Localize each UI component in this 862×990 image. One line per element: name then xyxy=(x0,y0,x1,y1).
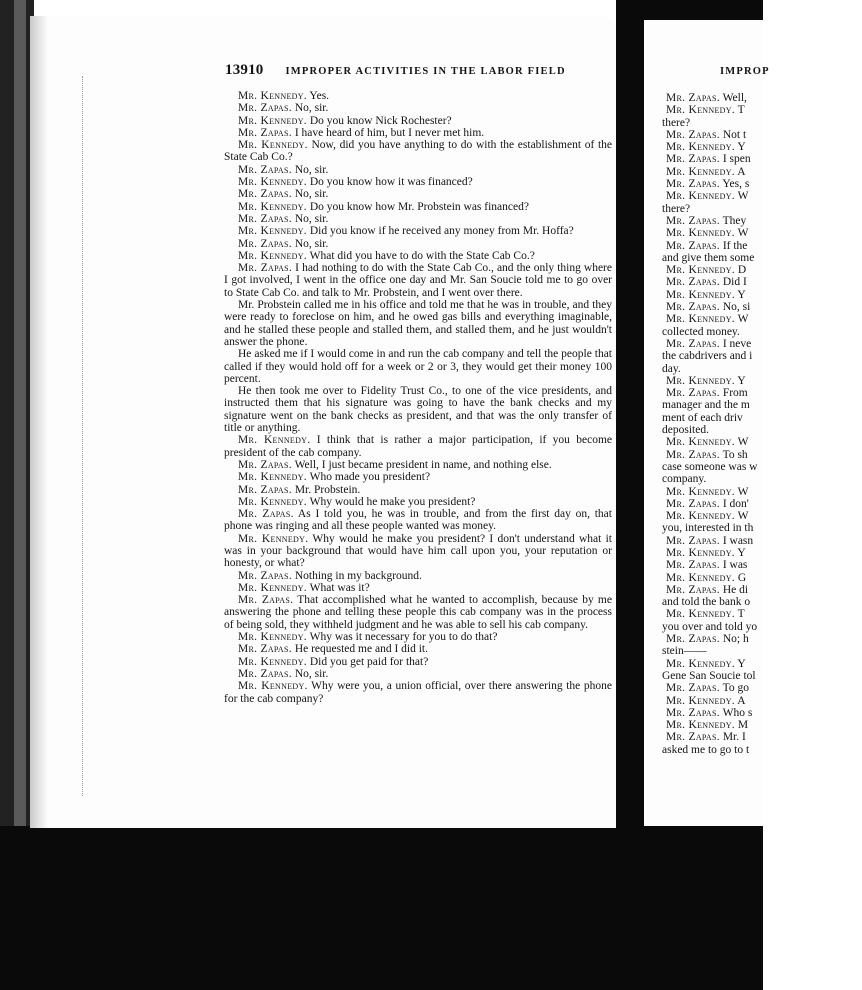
speech-text: Y xyxy=(734,657,746,670)
speech-text: ment of each driv xyxy=(662,411,743,424)
speaker-name: Mr. Kennedy. xyxy=(666,485,735,498)
speaker-name: Mr. Kennedy. xyxy=(238,434,311,447)
speech-text: Yes. xyxy=(306,90,330,102)
transcript-paragraph xyxy=(224,127,612,139)
speaker-name: Mr. Kennedy. xyxy=(238,581,307,594)
speaker-name: Mr. Kennedy. xyxy=(238,471,307,484)
speaker-name: Mr. Kennedy. xyxy=(238,225,307,238)
speaker-name: Mr. Zapas. xyxy=(666,178,720,191)
speaker-name: Mr. Kennedy. xyxy=(238,139,308,152)
speech-text: W xyxy=(734,510,749,523)
speech-text: Did you know if he received any money from Mr. Hoffa? xyxy=(306,225,574,238)
speech-text: No, sir. xyxy=(291,163,329,176)
speech-text: deposited. xyxy=(662,424,709,437)
speech-text: He requested me and I did it. xyxy=(291,643,428,656)
transcript-column xyxy=(224,90,612,705)
transcript-paragraph xyxy=(662,276,862,288)
transcript-paragraph xyxy=(662,584,862,596)
speech-text: To go xyxy=(719,682,749,695)
speaker-name: Mr. Kennedy. xyxy=(238,176,307,189)
transcript-paragraph xyxy=(662,670,862,682)
speaker-name: Mr. Zapas. xyxy=(666,387,720,400)
speech-text: I spen xyxy=(719,153,751,166)
speaker-name: Mr. Kennedy. xyxy=(666,264,735,277)
transcript-paragraph xyxy=(224,484,612,496)
transcript-paragraph xyxy=(662,141,862,153)
transcript-paragraph xyxy=(662,719,862,731)
transcript-paragraph xyxy=(662,645,862,657)
speech-text: you, interested in th xyxy=(662,522,754,535)
speech-text: No; h xyxy=(719,633,749,646)
speech-text: and give them some xyxy=(662,251,755,264)
speech-text: I think that is rather a major participation, if you become president of the cab company. xyxy=(224,434,612,459)
transcript-paragraph xyxy=(662,387,862,399)
speech-text: Well, I just became president in name, and nothing else. xyxy=(291,458,552,471)
speech-text: G xyxy=(734,571,747,584)
scanner-background-bottom xyxy=(0,826,763,990)
speech-text: He then took me over to Fidelity Trust Co., to one of the vice presidents, and instructed them that his signature was going to have the bank checks and my signature went on the bank checks as president, and that was the only transfer of title or anything. xyxy=(224,385,612,435)
speech-text: Did you get paid for that? xyxy=(306,655,429,668)
speaker-name: Mr. Zapas. xyxy=(238,643,292,656)
speech-text: Why was it necessary for you to do that? xyxy=(306,631,498,644)
speaker-name: Mr. Zapas. xyxy=(666,301,720,314)
transcript-paragraph xyxy=(224,348,612,385)
page-spine-shadow xyxy=(30,16,48,828)
speaker-name: Mr. Kennedy. xyxy=(666,436,735,449)
transcript-paragraph xyxy=(224,594,612,631)
speech-text: No, sir. xyxy=(291,102,329,115)
transcript-paragraph xyxy=(224,656,612,668)
transcript-paragraph xyxy=(662,621,862,633)
transcript-paragraph xyxy=(662,350,862,362)
speech-text: Why would he make you president? I don't understand what it was in your background that would have him call upon you, your reputation or honesty, or what? xyxy=(224,532,612,570)
speech-text: A xyxy=(734,694,746,707)
running-head-right: IMPROP xyxy=(720,66,770,77)
speech-text: W xyxy=(734,313,749,326)
speaker-name: Mr. Kennedy. xyxy=(238,631,307,644)
speaker-name: Mr. Zapas. xyxy=(666,276,720,289)
transcript-paragraph xyxy=(224,631,612,643)
transcript-paragraph xyxy=(224,213,612,225)
right-page xyxy=(644,20,770,826)
transcript-paragraph xyxy=(662,326,862,338)
speech-text: A xyxy=(734,165,746,178)
speaker-name: Mr. Kennedy. xyxy=(238,680,308,693)
speech-text: there? xyxy=(662,202,691,215)
speaker-name: Mr. Kennedy. xyxy=(666,227,735,240)
speech-text: What was it? xyxy=(306,581,370,594)
running-head: IMPROPER ACTIVITIES IN THE LABOR FIELD xyxy=(285,66,566,77)
transcript-paragraph xyxy=(662,338,862,350)
transcript-paragraph xyxy=(224,471,612,483)
transcript-paragraph xyxy=(224,643,612,655)
speaker-name: Mr. Zapas. xyxy=(666,337,720,350)
speaker-name: Mr. Zapas. xyxy=(666,633,720,646)
speech-text: To sh xyxy=(719,448,748,461)
speaker-name: Mr. Kennedy. xyxy=(666,141,735,154)
transcript-paragraph xyxy=(662,522,862,534)
transcript-paragraph xyxy=(662,658,862,670)
speaker-name: Mr. Zapas. xyxy=(238,262,293,275)
speaker-name: Mr. Zapas. xyxy=(666,497,720,510)
speaker-name: Mr. Zapas. xyxy=(666,534,720,547)
speech-text: T xyxy=(734,104,745,117)
speech-text: and told the bank o xyxy=(662,596,751,609)
speaker-name: Mr. Kennedy. xyxy=(666,374,735,387)
speech-text: No, sir. xyxy=(291,237,329,250)
transcript-paragraph xyxy=(224,459,612,471)
speech-text: W xyxy=(734,190,749,203)
transcript-paragraph xyxy=(662,153,862,165)
transcript-paragraph xyxy=(662,695,862,707)
transcript-paragraph xyxy=(662,744,862,756)
transcript-column-right xyxy=(662,92,862,756)
transcript-paragraph xyxy=(224,385,612,434)
transcript-paragraph xyxy=(662,203,862,215)
speech-text: collected money. xyxy=(662,325,740,338)
transcript-paragraph xyxy=(662,473,862,485)
speaker-name: Mr. Kennedy. xyxy=(666,657,735,670)
transcript-paragraph xyxy=(224,299,612,348)
speech-text: Y xyxy=(734,288,746,301)
speaker-name: Mr. Zapas. xyxy=(666,214,720,227)
transcript-paragraph xyxy=(662,166,862,178)
transcript-paragraph xyxy=(662,731,862,743)
transcript-paragraph xyxy=(662,461,862,473)
speaker-name: Mr. Kennedy. xyxy=(666,694,735,707)
transcript-paragraph xyxy=(224,570,612,582)
transcript-paragraph xyxy=(662,559,862,571)
speech-text: M xyxy=(734,719,749,732)
speaker-name: Mr. Kennedy. xyxy=(666,571,735,584)
speech-text: Why would he make you president? xyxy=(306,495,476,508)
speaker-name: Mr. Zapas. xyxy=(238,594,294,607)
speaker-name: Mr. Kennedy. xyxy=(666,546,735,559)
speech-text: That accomplished what he wanted to accomplish, because by me answering the phone and telling these people this cab company was in the process of being sold, they withheld judgment and he was able to sell his cab company. xyxy=(224,594,612,631)
speech-text: W xyxy=(734,485,749,498)
transcript-paragraph xyxy=(224,238,612,250)
speech-text: you over and told yo xyxy=(662,620,758,633)
transcript-paragraph xyxy=(662,264,862,276)
speech-text: Do you know how Mr. Probstein was financed? xyxy=(306,200,529,213)
speaker-name: Mr. Zapas. xyxy=(666,583,720,596)
speech-text: Why were you, a union official, over there answering the phone for the cab company? xyxy=(224,680,612,705)
speaker-name: Mr. Zapas. xyxy=(666,128,720,141)
transcript-paragraph xyxy=(662,92,862,104)
speech-text: Y xyxy=(734,141,746,154)
speaker-name: Mr. Zapas. xyxy=(238,569,292,582)
transcript-paragraph xyxy=(662,412,862,424)
speech-text: the cabdrivers and i xyxy=(662,350,753,363)
speech-text: day. xyxy=(662,362,681,375)
speaker-name: Mr. Zapas. xyxy=(666,731,720,744)
speech-text: I don' xyxy=(719,497,749,510)
speaker-name: Mr. Zapas. xyxy=(666,92,720,104)
speech-text: No, sir. xyxy=(291,667,329,680)
speaker-name: Mr. Kennedy. xyxy=(238,532,309,545)
speaker-name: Mr. Zapas. xyxy=(666,559,720,572)
speech-text: Y xyxy=(734,374,746,387)
transcript-paragraph xyxy=(224,250,612,262)
transcript-paragraph xyxy=(662,313,862,325)
transcript-paragraph xyxy=(224,90,612,102)
speaker-name: Mr. Kennedy. xyxy=(666,104,735,117)
speech-text: As I told you, he was in trouble, and from the first day on, that phone was ringing and all these people wanted was money. xyxy=(224,508,612,533)
speaker-name: Mr. Zapas. xyxy=(666,682,720,695)
speech-text: They xyxy=(719,214,747,227)
speaker-name: Mr. Zapas. xyxy=(238,483,292,496)
transcript-paragraph xyxy=(224,680,612,705)
speaker-name: Mr. Zapas. xyxy=(666,706,720,719)
transcript-paragraph xyxy=(662,596,862,608)
speech-text: He di xyxy=(719,583,749,596)
transcript-paragraph xyxy=(224,115,612,127)
transcript-paragraph xyxy=(662,129,862,141)
speaker-name: Mr. Zapas. xyxy=(238,126,292,139)
page-edge-line xyxy=(82,76,84,796)
speech-text: Nothing in my background. xyxy=(291,569,422,582)
speech-text: Now, did you have anything to do with the establishment of the State Cab Co.? xyxy=(224,139,612,164)
transcript-paragraph xyxy=(662,535,862,547)
speaker-name: Mr. Zapas. xyxy=(238,237,292,250)
speech-text: stein—— xyxy=(662,645,707,658)
transcript-paragraph xyxy=(224,434,612,459)
transcript-paragraph xyxy=(662,215,862,227)
speech-text: Did I xyxy=(719,276,747,289)
speech-text: Do you know how it was financed? xyxy=(306,176,473,189)
speaker-name: Mr. Kennedy. xyxy=(666,190,735,203)
speech-text: case someone was w xyxy=(662,460,758,473)
speaker-name: Mr. Zapas. xyxy=(238,102,292,115)
transcript-paragraph xyxy=(224,102,612,114)
transcript-paragraph xyxy=(662,227,862,239)
speaker-name: Mr. Zapas. xyxy=(666,239,720,252)
transcript-paragraph xyxy=(662,449,862,461)
transcript-paragraph xyxy=(662,547,862,559)
transcript-paragraph xyxy=(224,533,612,570)
speech-text: I wasn xyxy=(719,534,754,547)
speech-text: D xyxy=(734,264,747,277)
speaker-name: Mr. Zapas. xyxy=(238,458,292,471)
transcript-paragraph xyxy=(224,508,612,533)
transcript-paragraph xyxy=(662,190,862,202)
speech-text: I neve xyxy=(719,337,752,350)
speech-text: No, sir. xyxy=(291,188,329,201)
transcript-paragraph xyxy=(662,301,862,313)
speech-text: Well, xyxy=(719,92,747,104)
transcript-paragraph xyxy=(224,164,612,176)
transcript-paragraph xyxy=(662,399,862,411)
transcript-paragraph xyxy=(224,225,612,237)
transcript-paragraph xyxy=(662,178,862,190)
transcript-paragraph xyxy=(662,498,862,510)
transcript-paragraph xyxy=(662,572,862,584)
speech-text: Y xyxy=(734,546,746,559)
speaker-name: Mr. Kennedy. xyxy=(666,165,735,178)
speaker-name: Mr. Kennedy. xyxy=(666,510,735,523)
transcript-paragraph xyxy=(662,289,862,301)
speaker-name: Mr. Zapas. xyxy=(666,153,720,166)
speech-text: No, sir. xyxy=(291,212,329,225)
transcript-paragraph xyxy=(662,707,862,719)
speaker-name: Mr. Zapas. xyxy=(238,212,292,225)
transcript-paragraph xyxy=(662,240,862,252)
speech-text: Yes, s xyxy=(719,178,750,191)
speech-text: Gene San Soucie tol xyxy=(662,669,756,682)
speech-text: I had nothing to do with the State Cab Co., and the only thing where I got involved, I went in the office one day and Mr. San Soucie told me to go over to State Cab Co. and talk to Mr. Probstein, and I went over there. xyxy=(224,262,612,299)
speech-text: Mr. Probstein. xyxy=(291,483,361,496)
speech-text: He asked me if I would come in and run the cab company and tell the people that called if they would hold off for a week or 2 or 3, they would get their money 100 percent. xyxy=(224,348,612,385)
transcript-paragraph xyxy=(662,682,862,694)
speech-text: Mr. Probstein called me in his office and told me that he was in trouble, and they were ready to foreclose on him, and he owed gas bills and everything imaginable, and he stalled these people and stalled them, and stalled them, and he just wouldn't answer the phone. xyxy=(224,299,612,348)
speech-text: W xyxy=(734,436,749,449)
speech-text: there? xyxy=(662,116,691,129)
speaker-name: Mr. Kennedy. xyxy=(238,200,307,213)
speaker-name: Mr. Zapas. xyxy=(238,667,292,680)
speech-text: Who made you president? xyxy=(306,471,431,484)
transcript-paragraph xyxy=(662,375,862,387)
transcript-paragraph xyxy=(662,633,862,645)
speech-text: I have heard of him, but I never met him. xyxy=(291,126,485,139)
transcript-paragraph xyxy=(224,668,612,680)
speech-text: Not t xyxy=(719,128,747,141)
transcript-paragraph xyxy=(662,252,862,264)
speaker-name: Mr. Zapas. xyxy=(238,188,292,201)
transcript-paragraph xyxy=(662,510,862,522)
speaker-name: Mr. Kennedy. xyxy=(666,288,735,301)
transcript-paragraph xyxy=(662,424,862,436)
transcript-paragraph xyxy=(224,582,612,594)
speech-text: Do you know Nick Rochester? xyxy=(306,114,452,127)
transcript-paragraph xyxy=(224,496,612,508)
speaker-name: Mr. Zapas. xyxy=(238,508,294,521)
speech-text: manager and the m xyxy=(662,399,750,412)
speaker-name: Mr. Kennedy. xyxy=(666,719,735,732)
speech-text: Who s xyxy=(719,706,753,719)
speech-text: asked me to go to t xyxy=(662,743,750,756)
speaker-name: Mr. Kennedy. xyxy=(238,495,307,508)
speech-text: Mr. I xyxy=(719,731,746,744)
speaker-name: Mr. Kennedy. xyxy=(238,655,307,668)
speech-text: T xyxy=(734,608,745,621)
speech-text: From xyxy=(719,387,748,400)
transcript-paragraph xyxy=(662,117,862,129)
speaker-name: Mr. Kennedy. xyxy=(666,313,735,326)
speech-text: I was xyxy=(719,559,748,572)
left-page xyxy=(30,16,616,828)
speech-text: What did you have to do with the State Cab Co.? xyxy=(306,249,535,262)
speech-text: If the xyxy=(719,239,748,252)
transcript-paragraph xyxy=(224,188,612,200)
transcript-paragraph xyxy=(662,486,862,498)
transcript-paragraph xyxy=(662,436,862,448)
speaker-name: Mr. Kennedy. xyxy=(238,90,307,102)
transcript-paragraph xyxy=(224,262,612,299)
speaker-name: Mr. Zapas. xyxy=(238,163,292,176)
speaker-name: Mr. Zapas. xyxy=(666,448,720,461)
transcript-paragraph xyxy=(662,363,862,375)
transcript-paragraph xyxy=(224,201,612,213)
transcript-paragraph xyxy=(224,139,612,164)
speaker-name: Mr. Kennedy. xyxy=(666,608,735,621)
speech-text: No, si xyxy=(719,301,751,314)
speech-text: W xyxy=(734,227,749,240)
speaker-name: Mr. Kennedy. xyxy=(238,249,307,262)
transcript-paragraph xyxy=(662,104,862,116)
transcript-paragraph xyxy=(662,608,862,620)
transcript-paragraph xyxy=(224,176,612,188)
page-number: 13910 xyxy=(225,62,264,78)
speaker-name: Mr. Kennedy. xyxy=(238,114,307,127)
page-header xyxy=(225,61,625,81)
speech-text: company. xyxy=(662,473,707,486)
